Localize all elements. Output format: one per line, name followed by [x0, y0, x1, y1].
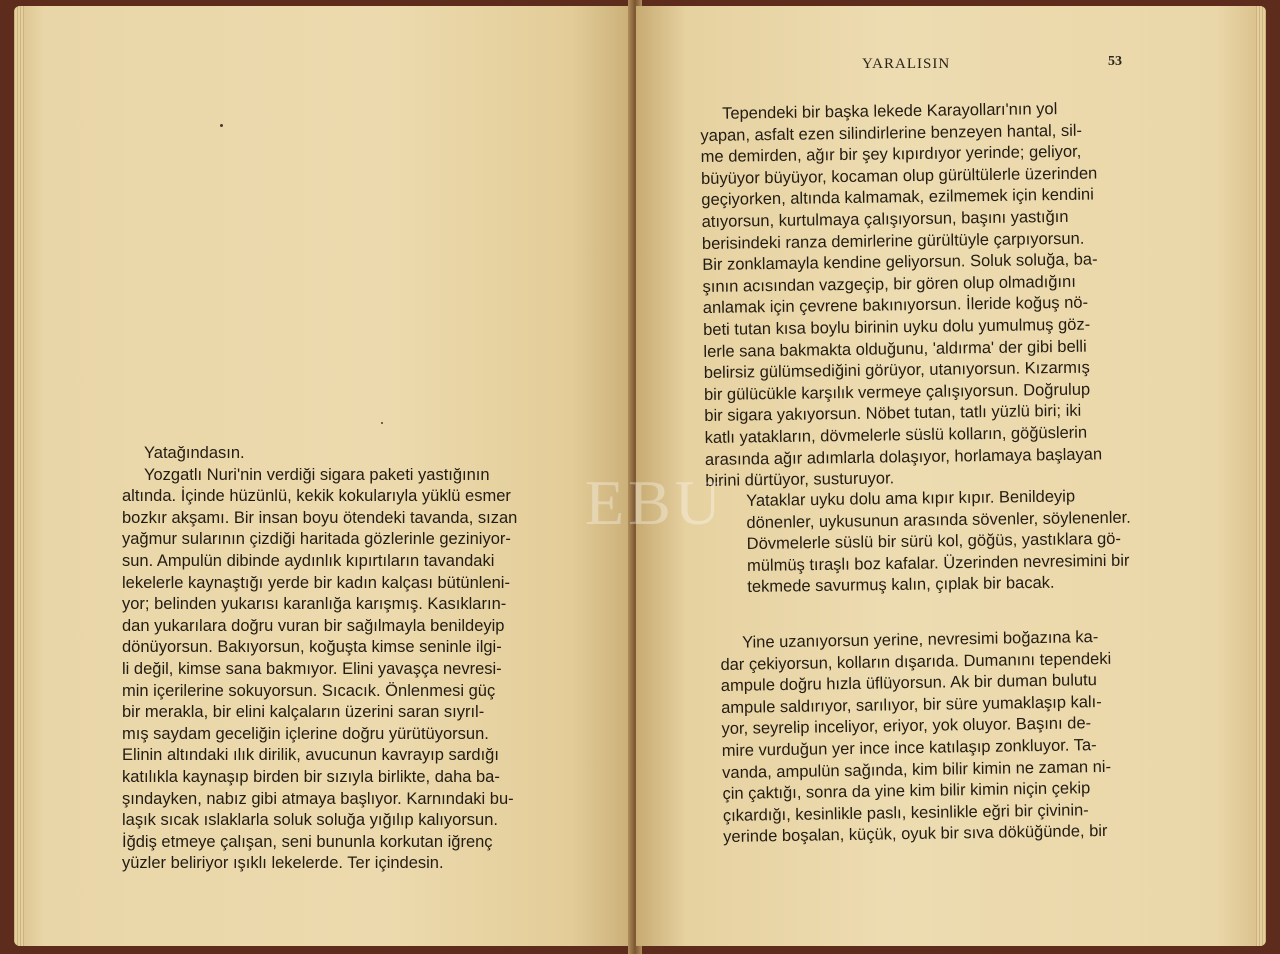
- text-line: ampule doğru hızla üflüyorsun. Ak bir duman bulutu: [720, 671, 1097, 696]
- text-line: Yataklar uyku dolu ama kıpır kıpır. Benildeyip: [746, 487, 1076, 510]
- text-line: mire vurduğun yer ince ince katılaşıp zonkluyor. Ta-: [721, 736, 1097, 760]
- text-line: şındayken, nabız gibi atmaya başlıyor. Karnındaki bu-: [122, 789, 514, 808]
- text-line: mülmüş tıraşlı boz kafalar. Üzerinden nevresimini bir: [746, 551, 1130, 575]
- text-line: birini dürtüyor, susturuyor.: [705, 469, 895, 491]
- text-line: mış saydam geceliğin içlerine doğru yürütüyorsun.: [122, 724, 489, 743]
- watermark: EBU: [585, 467, 725, 538]
- text-line: me demirden, ağır bir şey kıpırdıyor yerinde; geliyor,: [700, 142, 1082, 167]
- text-line: altında. İçinde hüzünlü, kekik kokularıyla yüklü esmer: [122, 487, 511, 506]
- text-line: dar çekiyorsun, kolların dışarıda. Dumanını tependeki: [720, 649, 1112, 674]
- text-line: atıyorsun, kurtulmaya çalışıyorsun, başını yastığın: [701, 207, 1069, 231]
- text-line: çin çaktığı, sonra da yine kim bilir kimin niçin çekip: [722, 779, 1091, 804]
- text-line: geçiyorken, altında kalmamak, ezilmemek için kendini: [701, 185, 1094, 210]
- text-line: beti tutan kısa boylu birinin uyku dolu yumulmuş göz-: [703, 315, 1091, 339]
- text-line: bir gülücükle karşılık vermeye çalışıyorsun. Doğrulup: [703, 380, 1091, 404]
- left-page: [14, 6, 634, 946]
- text-line: dönenler, uykusunun arasında sövenler, söylenenler.: [746, 508, 1131, 532]
- text-line: anlamak için çevrene bakınıyorsun. İleride koğuş nö-: [702, 293, 1089, 318]
- text-line: lerle sana bakmakta olduğunu, 'aldırma' der gibi belli: [703, 337, 1087, 361]
- text-line: dönüyorsun. Bakıyorsun, koğuşta kimse seninle ilgi-: [122, 638, 502, 657]
- text-line: dan yukarılara doğru vuran bir sağılmayla benildeyip: [122, 616, 505, 635]
- paragraph-2: [746, 485, 1157, 599]
- text-line: bir merakla, bir elini kalçaların üzerini saran sıyrıl-: [122, 703, 485, 722]
- text-line: min içerilerine sokuyorsun. Sıcacık. Önlenmesi güç: [122, 681, 496, 700]
- text-line: yüzler beliriyor ışıklı lekelerde. Ter içindesin.: [122, 854, 444, 873]
- text-line: yor; belinden yukarısı karanlığa karışmış. Kasıkların-: [122, 595, 507, 614]
- text-line: sun. Ampulün dibinde aydınlık kıpırtıların tavandaki: [122, 551, 495, 570]
- text-line: vanda, ampulün sağında, kim bilir kimin ne zaman ni-: [722, 757, 1112, 782]
- paragraph-1: [700, 98, 1165, 493]
- text-line: şının acısından vazgeçip, bir gören olup olmadığını: [702, 272, 1076, 296]
- text-line: belirsiz gülümsediğini görüyor, utanıyorsun. Kızarmış: [703, 358, 1090, 383]
- text-line: katılıkla kaynaşıp birden bir sızıyla birlikte, daha ba-: [122, 767, 500, 786]
- text-line: tekmede savurmuş kalın, çıplak bir bacak.: [747, 574, 1055, 597]
- running-head: YARALISIN: [862, 56, 951, 72]
- text-line: Elinin altındaki ılık dirilik, avucunun kavrayıp sardığı: [122, 746, 499, 765]
- text-line: Bir zonklamayla kendine geliyorsun. Soluk soluğa, ba-: [702, 250, 1098, 275]
- right-page: [636, 6, 1266, 946]
- ink-speck: [220, 124, 223, 127]
- text-line: yapan, asfalt ezen silindirlerine benzeyen hantal, sil-: [700, 121, 1083, 145]
- text-line: bir sigara yakıyorsun. Nöbet tutan, tatlı yüzlü biri; iki: [704, 402, 1082, 426]
- text-line: arasında ağır adımlarla dolaşıyor, horlamaya başlayan: [704, 444, 1103, 469]
- text-line: yor, seyrelip inceliyor, eriyor, yok oluyor. Başını de-: [721, 714, 1092, 739]
- text-line: berisindeki ranza demirlerine gürültüyle çarpıyorsun.: [701, 229, 1085, 253]
- text-line: büyüyor büyüyor, kocaman olup gürültülerle üzerinden: [700, 164, 1098, 188]
- text-line: İğdiş etmeye çalışan, seni bununla korkutan iğrenç: [122, 832, 493, 851]
- text-line: Yine uzanıyorsun yerine, nevresimi boğazına ka-: [742, 628, 1099, 652]
- text-line: yerinde boşalan, küçük, oyuk bir sıva döküğünde, bir: [723, 822, 1108, 847]
- text-line: li değil, kimse sana bakmıyor. Elini yavaşça nevresi-: [122, 659, 502, 678]
- text-line: Dövmelerle süslü bir sürü kol, göğüs, yastıklara gö-: [746, 529, 1122, 554]
- text-line: Tependeki bir başka lekede Karayolları'nın yol: [722, 100, 1058, 123]
- text-line: lekelerle kaynaştığı yerde bir kadın kalçası bütünleni-: [122, 573, 510, 592]
- ink-speck: [381, 422, 383, 424]
- text-line: Yatağındasın.: [144, 444, 245, 462]
- text-line: katlı yatakların, dövmelerle süslü kolların, göğüslerin: [704, 423, 1088, 447]
- left-page-edges: [14, 6, 24, 946]
- left-page-text: [122, 443, 602, 875]
- text-line: laşık sıcak ıslaklarla soluk soluğa yığılıp kalıyorsun.: [122, 811, 498, 830]
- text-line: yağmur sularının çizdiği haritada gözlerinle geziniyor-: [122, 530, 511, 549]
- text-line: ampule saldırıyor, sarılıyor, bir süre yumaklaşıp kalı-: [721, 692, 1102, 717]
- text-line: çıkardığı, kesinlikle paslı, kesinlikle eğri bir çivinin-: [722, 800, 1089, 825]
- text-line: Yozgatlı Nuri'nin verdiği sigara paketi yastığının: [144, 465, 490, 484]
- paragraph-3: [720, 626, 1163, 849]
- right-page-edges: [1256, 6, 1266, 946]
- text-line: bozkır akşamı. Bir insan boyu ötendeki tavanda, sızan: [122, 508, 518, 527]
- page-number: 53: [1108, 54, 1122, 69]
